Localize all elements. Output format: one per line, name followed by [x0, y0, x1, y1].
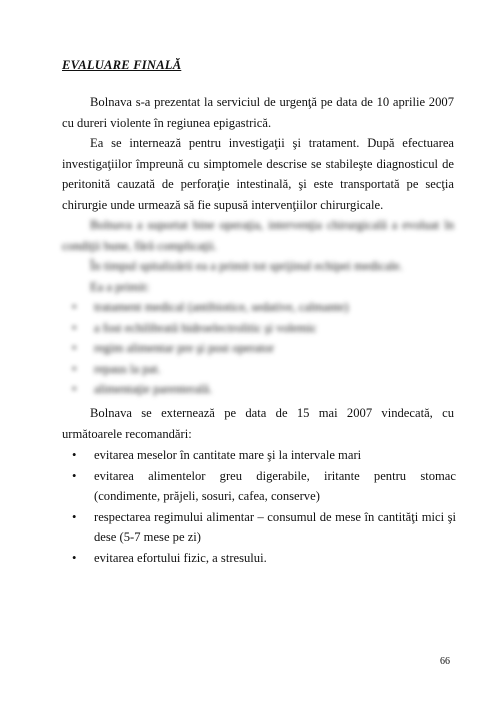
received-treatment-list — [72, 297, 456, 400]
paragraph-discharge: Bolnava se externează pe data de 15 mai 2007 vindecată, cu următoarele recomandări: — [62, 406, 454, 441]
list-item: • regim alimentar pre şi post operator — [72, 338, 456, 359]
page-number: 66 — [440, 656, 450, 667]
bullet-icon: • — [72, 361, 77, 376]
paragraph-received-intro: Ea a primit: — [90, 280, 150, 294]
list-item: • respectarea regimului alimentar – consumul de mese în cantităţi mici şi dese (5-7 mese pe zi) — [72, 507, 456, 548]
bullet-icon: • — [72, 341, 77, 355]
list-item: • repaus la pat. — [72, 359, 456, 380]
list-item: • a fost echilibrată hidroelectrolitic şi volemic — [72, 318, 456, 339]
list-item: • tratament medical (antibiotice, sedative, calmante) — [72, 297, 456, 318]
bullet-icon: • — [72, 448, 77, 462]
paragraph-arrival: Bolnava s-a prezentat la serviciul de urgenţă pe data de 10 aprilie 2007 cu dureri violente în regiunea epigastrică. — [62, 95, 454, 130]
bullet-icon: • — [72, 382, 77, 396]
paragraph-surgery-outcome: Bolnava a suportat bine operaţia, intervenţia chirurgicală a evoluat în condiţii bune, fără complicaţii. — [62, 218, 454, 253]
paragraph-hospitalization: În timpul spitalizării ea a primit tot sprijinul echipei medicale. — [90, 259, 403, 273]
paragraph-admission: Ea se internează pentru investigaţii şi tratament. După efectuarea investigaţiilor împreună cu simptomele descrise se stabileşte diagnosticul de peritonită cauzată de perforaţie intestinală, şi este transportată pe secţia chirurgie unde urmează să fie supusă intervenţiilor chirurgicale. — [62, 136, 454, 212]
recommendations-list — [72, 445, 456, 568]
list-item: • alimentaţie parenterală. — [72, 379, 456, 400]
list-item: • evitarea meselor în cantitate mare şi la intervale mari — [72, 445, 456, 466]
bullet-icon: • — [72, 300, 77, 314]
bullet-icon: • — [72, 320, 77, 335]
bullet-icon: • — [72, 468, 77, 483]
list-item: • evitarea efortului fizic, a stresului. — [72, 548, 456, 569]
list-item: • evitarea alimentelor greu digerabile, iritante pentru stomac (condimente, prăjeli, sosuri, cafea, conserve) — [72, 466, 456, 507]
bullet-icon: • — [72, 550, 77, 565]
section-heading: EVALUARE FINALĂ — [62, 58, 182, 72]
bullet-icon: • — [72, 509, 77, 524]
